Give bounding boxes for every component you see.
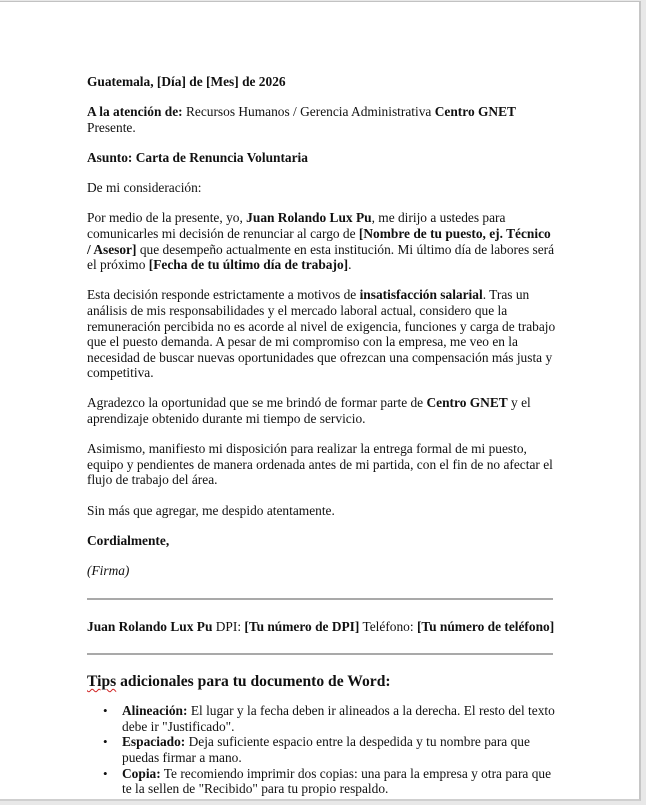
phone-value: [Tu número de teléfono] (416, 618, 555, 634)
signature-placeholder (87, 563, 557, 579)
subject-text: Asunto: Carta de Renuncia Voluntaria (87, 149, 308, 165)
subject-line (87, 150, 557, 166)
paragraph-farewell: Sin más que agregar, me despido atentamente. (87, 502, 335, 518)
horizontal-rule (87, 598, 553, 600)
text-run: que desempeño actualmente en esta institución. Mi último día de labores será el próximo (87, 241, 555, 273)
tip-text: Deja suficiente espacio entre la despedida y tu nombre para que puedas firmar a mano. (122, 734, 530, 765)
reason-text: insatisfacción salarial (359, 287, 483, 303)
spellcheck-word[interactable]: Tips (87, 673, 117, 691)
document-body[interactable] (87, 74, 557, 797)
position-placeholder: [Nombre de tu puesto, ej. Técnico / Asesor] (87, 225, 551, 257)
phone-label: Teléfono: (359, 618, 417, 634)
sign-off (87, 533, 557, 549)
paragraph-reason (87, 287, 557, 381)
bullet-icon: • (103, 703, 108, 719)
text-run: Agradezco la oportunidad que se me brindó de formar parte de (87, 395, 427, 411)
company-name: Centro GNET (426, 395, 508, 411)
tip-text: El lugar y la fecha deben ir alineados a la derecha. El resto del texto debe ir "Justificado". (122, 703, 555, 734)
last-day-placeholder: [Fecha de tu último día de trabajo] (148, 257, 349, 273)
greeting: De mi consideración: (87, 180, 202, 196)
signer-name: Juan Rolando Lux Pu (87, 618, 213, 634)
tips-list (87, 703, 557, 797)
text-run: . (348, 257, 352, 273)
signature-text: (Firma) (87, 563, 130, 578)
text-run: Por medio de la presente, yo, (87, 210, 247, 226)
tips-heading (87, 673, 557, 691)
bullet-icon: • (103, 765, 108, 781)
sign-off-text: Cordialmente, (87, 532, 170, 548)
employee-name: Juan Rolando Lux Pu (246, 210, 372, 226)
text-run: . Tras un análisis de mis responsabilidades y el mercado laboral actual, considero que la remuneración percibida no es acorde al nivel de exigencia, funciones y carga de trabajo que el puesto demanda. A pesar de mi compromiso con la empresa, me veo en la necesidad de buscar nuevas oportunidades que ofrezcan una compensación más justa y competitiva. (87, 287, 556, 381)
tip-label: Copia: (122, 765, 161, 781)
tip-label: Espaciado: (122, 734, 186, 750)
bullet-icon: • (103, 734, 108, 750)
date-line (87, 74, 557, 90)
text-run: Esta decisión responde estrictamente a motivos de (87, 287, 360, 303)
list-item (87, 703, 557, 734)
signer-info (87, 619, 557, 635)
text-run: , me dirijo a ustedes para comunicarles mi decisión de renunciar al cargo de (87, 210, 506, 241)
tip-label: Alineación: (122, 703, 188, 719)
paragraph-intro (87, 210, 557, 272)
list-item (87, 734, 557, 765)
horizontal-rule (87, 653, 553, 655)
tips-heading-rest: adicionales para tu documento de Word: (116, 673, 391, 691)
attention-company: Centro GNET (434, 104, 516, 120)
attention-line (87, 104, 557, 135)
tip-text: Te recomiendo imprimir dos copias: una para la empresa y otra para que te la sellen de "Recibido" para tu propio respaldo. (122, 765, 552, 797)
attention-closing: Presente. (87, 119, 136, 135)
text-run: y el aprendizaje obtenido durante mi tiempo de servicio. (87, 395, 531, 427)
dpi-value: [Tu número de DPI] (244, 618, 360, 634)
list-item (87, 766, 557, 797)
document-page[interactable] (0, 1, 641, 801)
dpi-label: DPI: (212, 618, 245, 634)
paragraph-gratitude (87, 395, 557, 426)
attention-recipient: Recursos Humanos / Gerencia Administrativa (182, 104, 435, 120)
date-text: Guatemala, [Día] de [Mes] de 2026 (87, 74, 286, 89)
attention-label: A la atención de: (87, 104, 183, 120)
paragraph-handover: Asimismo, manifiesto mi disposición para realizar la entrega formal de mi puesto, equipo y pendientes de manera ordenada antes de mi partida, con el fin de no afectar el flujo de trabajo del área. (87, 441, 553, 488)
